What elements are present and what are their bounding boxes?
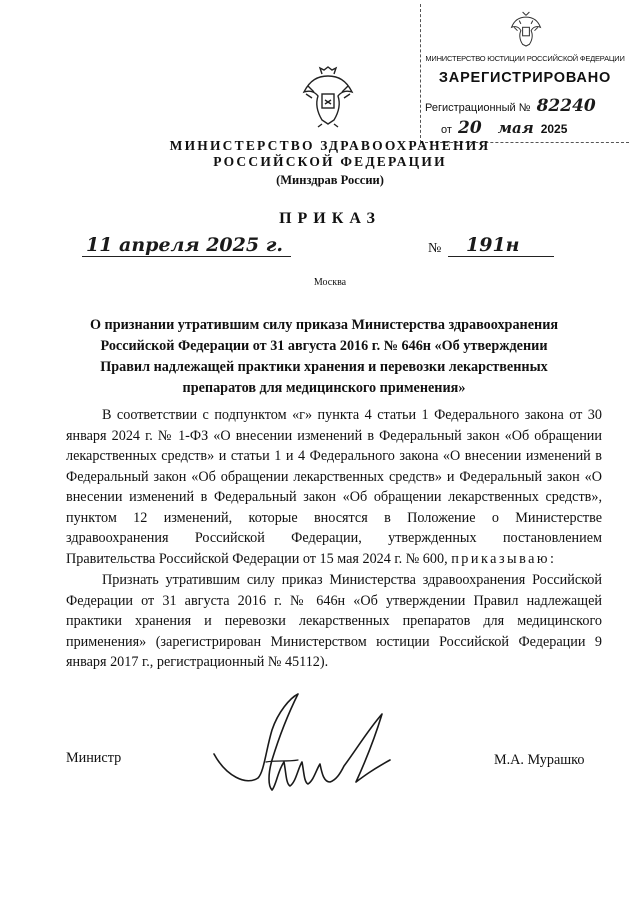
signer-position: Министр — [66, 750, 122, 766]
ministry-name-line2: РОССИЙСКОЙ ФЕДЕРАЦИИ — [213, 154, 447, 169]
stamp-date-line — [441, 118, 631, 138]
ministry-name-line1: МИНИСТЕРСТВО ЗДРАВООХРАНЕНИЯ — [169, 138, 491, 153]
body-paragraph-2: Признать утратившим силу приказ Министерства здравоохранения Российской Федерации от 31 августа 2016 г. № 646н «Об утверждении Правил надлежащей практики хранения и перевозки лекарственных препаратов для медицинского применения» (зарегистрирован Министерством юстиции Российской Федерации 9 января 2017 г., регистрационный № 45112). — [66, 572, 602, 670]
stamp-registered-label: ЗАРЕГИСТРИРОВАНО — [438, 70, 612, 86]
order-title: О признании утратившим силу приказа Министерства здравоохранения Российской Федерации от 31 августа 2016 г. № 646н «Об утверждении Правил надлежащей практики хранения и перевозки лекарственных препаратов для медицинского применения» — [89, 317, 559, 396]
registration-stamp — [420, 4, 629, 143]
paragraph-1-text: В соответствии с подпунктом «г» пункта 4 статьи 1 Федерального закона от 30 января 2024 г. № 1-ФЗ «О внесении изменений в Федеральный закон «Об обращении лекарственных средств» и статьи 1 и 4 Федерального закона «О внесении изменений в Федеральный закон «Об обращении лекарственных средств» и Федеральный закон «О внесении изменений в Федеральный закон «Об обращении лекарственных средств», пунктом 12 изменений, которые вносятся в Положение о Министерстве здравоохранения Российской Федерации, утвержденных постановлением Правительства Российской Федерации от 15 мая 2024 г. № 600, — [66, 407, 602, 567]
order-number: 191н — [448, 234, 554, 257]
order-word: приказываю: — [451, 550, 557, 567]
stamp-year: 2025 — [540, 122, 568, 136]
ministry-short-name: (Минздрав России) — [276, 173, 384, 187]
order-date: 11 апреля 2025 г. — [82, 234, 291, 257]
stamp-reg-number: 82240 — [536, 96, 596, 116]
eagle-emblem-icon — [509, 10, 543, 48]
stamp-month: мая — [497, 119, 534, 137]
coat-of-arms-icon — [300, 66, 356, 128]
order-city: Москва — [313, 277, 347, 288]
stamp-registration-line — [425, 96, 629, 116]
body-paragraph-1 — [66, 405, 602, 569]
stamp-reg-label: Регистрационный № — [425, 102, 531, 114]
document-type: ПРИКАЗ — [279, 210, 381, 227]
stamp-date-prefix: от — [441, 124, 452, 136]
stamp-day: 20 — [457, 118, 482, 138]
order-number-sign: № — [428, 241, 442, 256]
handwritten-signature — [206, 690, 396, 800]
order-body — [66, 405, 602, 673]
stamp-organization: МИНИСТЕРСТВО ЮСТИЦИИ РОССИЙСКОЙ ФЕДЕРАЦИИ — [425, 54, 625, 63]
signer-name: М.А. Мурашко — [494, 752, 585, 768]
